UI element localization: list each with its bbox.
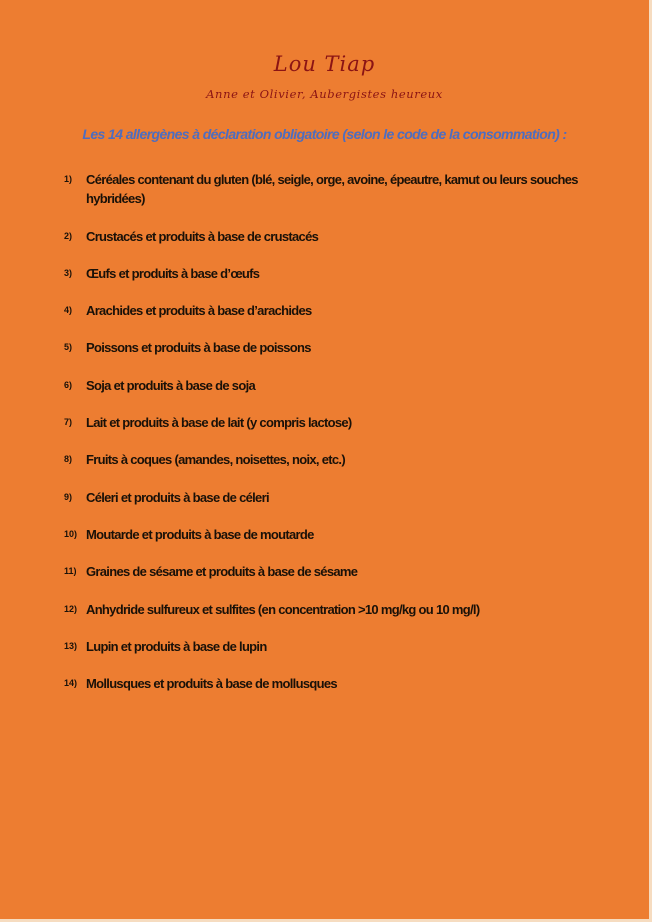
- item-number: 13): [64, 641, 78, 651]
- list-item: [64, 637, 604, 656]
- item-number: 8): [64, 454, 73, 464]
- item-text: Arachides et produits à base d’arachides: [86, 303, 312, 318]
- list-item: [64, 450, 604, 469]
- restaurant-title: Lou Tiap: [273, 52, 376, 76]
- list-item: [64, 413, 604, 432]
- list-item: [64, 301, 604, 320]
- item-text: Graines de sésame et produits à base de sésame: [86, 564, 358, 579]
- list-item: [64, 227, 604, 246]
- item-text: Mollusques et produits à base de mollusques: [86, 676, 337, 691]
- list-item: [64, 525, 604, 544]
- item-text: Lupin et produits à base de lupin: [86, 639, 267, 654]
- item-text: Lait et produits à base de lait (y compris lactose): [86, 415, 352, 430]
- item-number: 1): [64, 174, 73, 184]
- list-item: [64, 264, 604, 283]
- list-item: [64, 338, 604, 357]
- restaurant-subtitle: Anne et Olivier, Aubergistes heureux: [206, 87, 443, 101]
- item-number: 14): [64, 678, 78, 688]
- item-number: 5): [64, 342, 73, 352]
- item-text: Anhydride sulfureux et sulfites (en concentration >10 mg/kg ou 10 mg/l): [86, 602, 480, 617]
- item-text: Moutarde et produits à base de moutarde: [86, 527, 314, 542]
- list-item: [64, 562, 604, 581]
- item-number: 3): [64, 268, 73, 278]
- item-text: Céleri et produits à base de céleri: [86, 490, 269, 505]
- allergens-heading: Les 14 allergènes à déclaration obligatoire (selon le code de la consommation) :: [82, 126, 567, 142]
- list-item: [64, 170, 604, 208]
- item-text: Œufs et produits à base d’œufs: [86, 266, 260, 281]
- item-text: Céréales contenant du gluten (blé, seigle, orge, avoine, épeautre, kamut ou leurs souches hybridées): [86, 172, 578, 206]
- item-number: 6): [64, 380, 73, 390]
- item-number: 4): [64, 305, 73, 315]
- list-item: [64, 674, 604, 693]
- item-number: 11): [64, 566, 77, 576]
- item-text: Crustacés et produits à base de crustacés: [86, 229, 319, 244]
- list-item: [64, 376, 604, 395]
- item-number: 7): [64, 417, 73, 427]
- item-text: Soja et produits à base de soja: [86, 378, 256, 393]
- item-number: 9): [64, 492, 73, 502]
- item-number: 12): [64, 604, 78, 614]
- item-text: Poissons et produits à base de poissons: [86, 340, 311, 355]
- item-number: 2): [64, 231, 73, 241]
- list-item: [64, 600, 604, 619]
- item-text: Fruits à coques (amandes, noisettes, noix, etc.): [86, 452, 345, 467]
- item-number: 10): [64, 529, 78, 539]
- list-item: [64, 488, 604, 507]
